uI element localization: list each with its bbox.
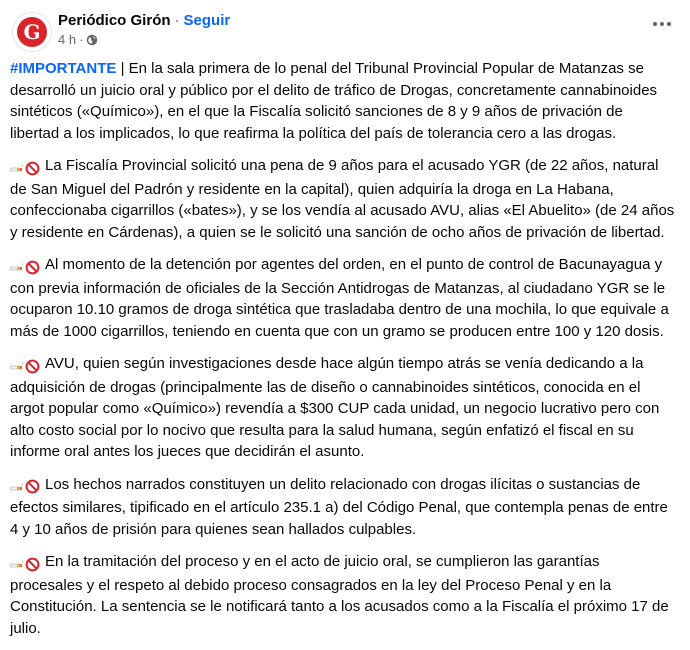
post-header bbox=[10, 8, 680, 54]
cigarette-icon bbox=[10, 163, 24, 173]
meta-separator: · bbox=[79, 32, 84, 47]
post-meta bbox=[58, 32, 98, 48]
no-entry-icon bbox=[25, 479, 40, 494]
paragraph-text: La Fiscalía Provincial solicitó una pena de 9 años para el acusado YGR (de 22 años, natural de San Miguel del Padrón y residente en la capital), quien adquiría la droga en La Habana, confeccionaba cigarrillos («bates»), y se los vendía al acusado AVU, alias «El Abuelito» (de 24 años y residente en Cárdenas), a quien se le solicitó una sanción de ocho años de privación de libertad. bbox=[10, 157, 675, 241]
page-name-link[interactable]: Periódico Girón bbox=[58, 12, 171, 29]
more-options-icon[interactable] bbox=[644, 14, 680, 34]
name-separator: · bbox=[174, 12, 180, 29]
globe-icon[interactable] bbox=[86, 34, 98, 46]
cigarette-icon bbox=[10, 559, 24, 569]
cigarette-icon bbox=[10, 482, 24, 492]
no-entry-icon bbox=[25, 557, 40, 572]
bullet-emoji bbox=[10, 157, 40, 179]
hashtag-link[interactable]: #IMPORTANTE bbox=[10, 60, 117, 77]
post-paragraph bbox=[10, 474, 675, 541]
post-intro-paragraph bbox=[10, 58, 675, 144]
cigarette-icon bbox=[10, 361, 24, 371]
cigarette-icon bbox=[10, 262, 24, 272]
post-paragraph bbox=[10, 353, 675, 463]
post-paragraph bbox=[10, 155, 675, 243]
post-body bbox=[10, 58, 675, 650]
intro-text: | En la sala primera de lo penal del Tribunal Provincial Popular de Matanzas se desarrolló un juicio oral y público por el delito de tráfico de Drogas, concretamente cannabinoides sintéticos («Químico»), en el que la Fiscalía solicitó sanciones de 8 y 9 años de privación de libertad a los implicados, lo que reafirma la política del país de tolerancia cero a las drogas. bbox=[10, 60, 658, 142]
paragraph-text: Al momento de la detención por agentes del orden, en el punto de control de Bacunayagua y con previa información de oficiales de la Sección Antidrogas de Matanzas, al ciudadano YGR se le ocuparon 10.10 gramos de droga sintética que trasladaba dentro de una mochila, lo que equivale a más de 1000 cigarrillos, teniendo en cuenta que con un gramo se producen entre 100 y 120 dosis. bbox=[10, 256, 669, 340]
bullet-emoji bbox=[10, 553, 40, 575]
paragraph-text: AVU, quien según investigaciones desde hace algún tiempo atrás se venía dedicando a la adquisición de drogas (principalmente las de diseño o cannabinoides sintéticos, conocida en el argot popular como «Químico») revendía a $300 CUP cada unidad, un negocio lucrativo pero con alto costo social por lo nocivo que resulta para la salud humana, según enfatizó el fiscal en su informe oral antes los jueces que decidirán el asunto. bbox=[10, 355, 660, 460]
bullet-emoji bbox=[10, 476, 40, 498]
post-paragraph bbox=[10, 551, 675, 639]
logo-g-icon: G bbox=[17, 17, 47, 47]
no-entry-icon bbox=[25, 260, 40, 275]
page-avatar[interactable] bbox=[12, 12, 52, 52]
bullet-emoji bbox=[10, 355, 40, 377]
no-entry-icon bbox=[25, 161, 40, 176]
post-timestamp[interactable]: 4 h bbox=[58, 32, 77, 47]
post-paragraph bbox=[10, 254, 675, 342]
paragraph-text: En la tramitación del proceso y en el acto de juicio oral, se cumplieron las garantías procesales y el respeto al debido proceso consagrados en la ley del Proceso Penal y en la Constitución. La sentencia se le notificará tanto a los acusados como a la Fiscalía el próximo 17 de julio. bbox=[10, 553, 669, 637]
follow-button[interactable]: Seguir bbox=[183, 12, 231, 29]
no-entry-icon bbox=[25, 359, 40, 374]
paragraph-text: Los hechos narrados constituyen un delito relacionado con drogas ilícitas o sustancias de efectos similares, tipificado en el artículo 235.1 a) del Código Penal, que contempla penas de entre 4 y 10 años de prisión para quienes sean hallados culpables. bbox=[10, 475, 668, 538]
bullet-emoji bbox=[10, 256, 40, 278]
name-line bbox=[58, 12, 230, 30]
